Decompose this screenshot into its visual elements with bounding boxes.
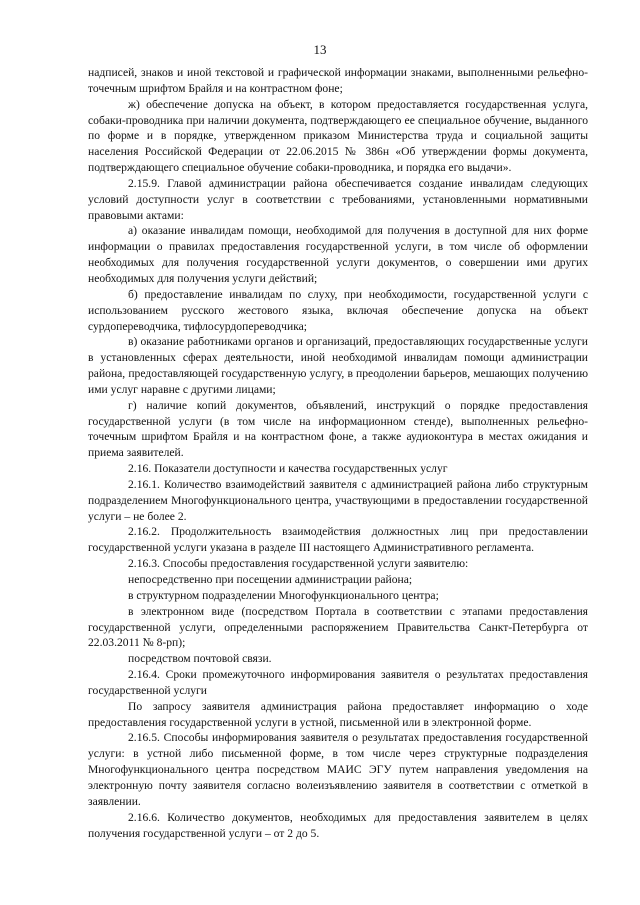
paragraph: 2.16.4. Сроки промежуточного информирования заявителя о результатах предоставления государственной услуги [88,668,588,697]
paragraph: 2.16.5. Способы информирования заявителя о результатах предоставления государственной услуги: в устной либо письменной форме, в том числе через структурные подразделения Многофункционального центра посредством МАИС ЭГУ путем направления уведомления на электронную почту заявителя согласно волеизъявлению заявителя в соответствии с отметкой в заявлении. [88,731,588,808]
paragraph: надписей, знаков и иной текстовой и графической информации знаками, выполненными рельефно-точечным шрифтом Брайля и на контрастном фоне; [88,66,588,95]
paragraph: 2.16.3. Способы предоставления государственной услуги заявителю: [128,557,469,571]
list-item: в структурном подразделении Многофункционального центра; [128,588,439,602]
page-number: 13 [313,42,327,57]
list-item: непосредственно при посещении администрации района; [128,573,413,586]
list-item: посредством почтовой связи. [128,652,272,666]
paragraph: 2.15.9. Главой администрации района обеспечивается создание инвалидам следующих условий доступности услуг в соответствии с требованиями, установленными нормативными правовыми актами: [88,176,588,222]
section-heading: 2.16. Показатели доступности и качества государственных услуг [128,462,448,476]
paragraph: 2.16.2. Продолжительность взаимодействия должностных лиц при предоставлении государственной услуги указана в разделе III настоящего Административного регламента. [88,525,588,555]
paragraph: г) наличие копий документов, объявлений, инструкций о порядке предоставления государственной услуги (в том числе на информационном стенде), выполненных рельефно-точечным шрифтом Брайля и на контрастном фоне, а также аудиоконтура в местах ожидания и приема заявителей. [88,398,588,460]
list-item: в электронном виде (посредством Портала в соответствии с этапами предоставления государственной услуги, определенными распоряжением Правительства Санкт-Петербурга от 22.03.2011 № 8-рп); [88,604,588,650]
paragraph: б) предоставление инвалидам по слуху, при необходимости, государственной услуги с использованием русского жестового языка, включая обеспечение допуска на объект сурдопереводчика, тифлосурдопереводчика; [88,287,588,333]
paragraph: По запросу заявителя администрация района предоставляет информацию о ходе предоставления государственной услуги в устной, письменной или в электронной форме. [88,699,588,729]
paragraph: 2.16.1. Количество взаимодействий заявителя с администрацией района либо структурным подразделением Многофункционального центра, участвующими в предоставлении государственной услуги – не более 2. [88,477,588,523]
paragraph: ж) обеспечение допуска на объект, в котором предоставляется государственная услуга, собаки-проводника при наличии документа, подтверждающего ее специальное обучение, выданного по форме и в порядке, утвержденном приказом Министерства труда и социальной защиты населения Российской Федерации от 22.06.2015 № 386н «Об утверждении формы документа, подтверждающего специальное обучение собаки-проводника, и порядка его выдачи». [88,97,588,175]
paragraph: 2.16.6. Количество документов, необходимых для предоставления заявителем в целях получения государственной услуги – от 2 до 5. [88,810,588,840]
paragraph: в) оказание работниками органов и организаций, предоставляющих государственные услуги в установленных сферах деятельности, иной необходимой инвалидам помощи администрации района, предоставляющей государственную услугу, в преодолении барьеров, мешающих получению ими услуг наравне с другими лицами; [88,335,588,396]
paragraph: а) оказание инвалидам помощи, необходимой для получения в доступной для них форме информации о правилах предоставления государственной услуги, в том числе об оформлении необходимых для получения государственной услуги документов, о совершении ими других необходимых для получения услуги действий; [88,224,588,285]
document-body [88,65,588,841]
